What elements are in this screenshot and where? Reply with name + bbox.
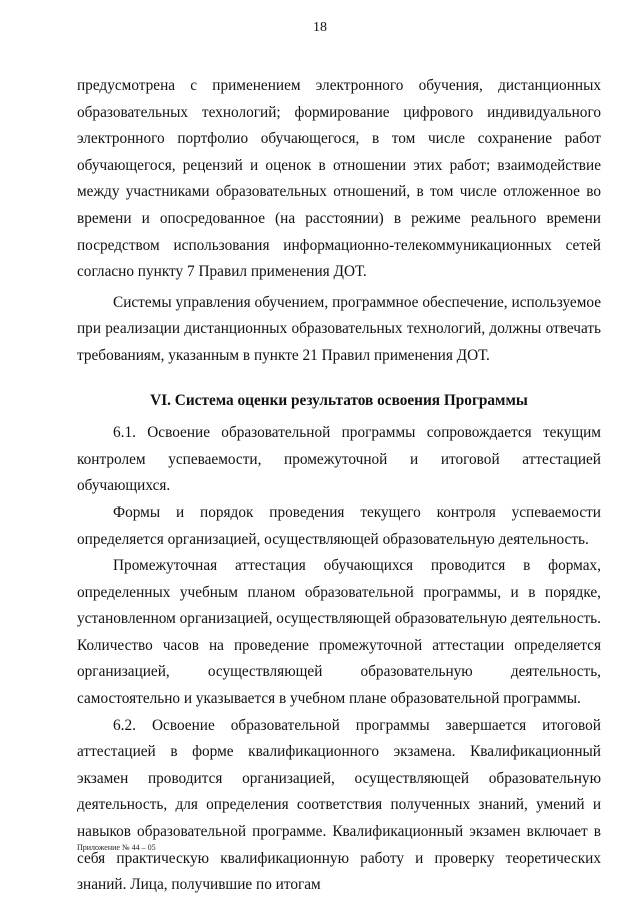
paragraph-6-2: 6.2. Освоение образовательной программы завершается итоговой аттестацией в форме квалификационного экзамена. Квалификационный экзамен проводится организацией, осуществляющей образовательную деятельность, для определения соответствия полученных знаний, умений и навыков образовательной программе. Квалификационный экзамен включает в себя практическую квалификационную работу и проверку теоретических знаний. Лица, получившие по итогам bbox=[77, 716, 601, 894]
section-heading: VI. Система оценки результатов освоения Программы bbox=[150, 391, 528, 409]
paragraph-6-1: 6.1. Освоение образовательной программы сопровождается текущим контролем успеваемости, промежуточной и итоговой аттестацией обучающихся. bbox=[77, 424, 601, 495]
paragraph-continuation: предусмотрена с применением электронного обучения, дистанционных образовательных технологий; формирование цифрового индивидуального электронного портфолио обучающегося, в том числе сохранение работ обучающегося, рецензий и оценок в отношении этих работ; взаимодействие между участниками образовательных отношений, в том числе отложенное во времени и опосредованное (на расстоянии) в режиме реального времени посредством использования информационно-телекоммуникационных сетей согласно пункту 7 Правил применения ДОТ. bbox=[77, 77, 601, 281]
paragraph-intermediate-attestation: Промежуточная аттестация обучающихся проводится в формах, определенных учебным планом образовательной программы, и в порядке, установленном организацией, осуществляющей образовательную деятельность. Количество часов на проведение промежуточной аттестации определяется организацией, осуществляющей образовательную деятельность, самостоятельно и указывается в учебном плане образовательной программы. bbox=[77, 557, 601, 708]
page-footer: Приложение № 44 – 05 bbox=[77, 843, 156, 852]
page-number: 18 bbox=[313, 20, 327, 35]
document-body bbox=[77, 73, 601, 899]
paragraph-current-control: Формы и порядок проведения текущего контроля успеваемости определяется организацией, осуществляющей образовательную деятельность. bbox=[77, 503, 601, 548]
paragraph-lms: Системы управления обучением, программное обеспечение, используемое при реализации дистанционных образовательных технологий, должны отвечать требованиям, указанным в пункте 21 Правил применения ДОТ. bbox=[77, 293, 601, 364]
